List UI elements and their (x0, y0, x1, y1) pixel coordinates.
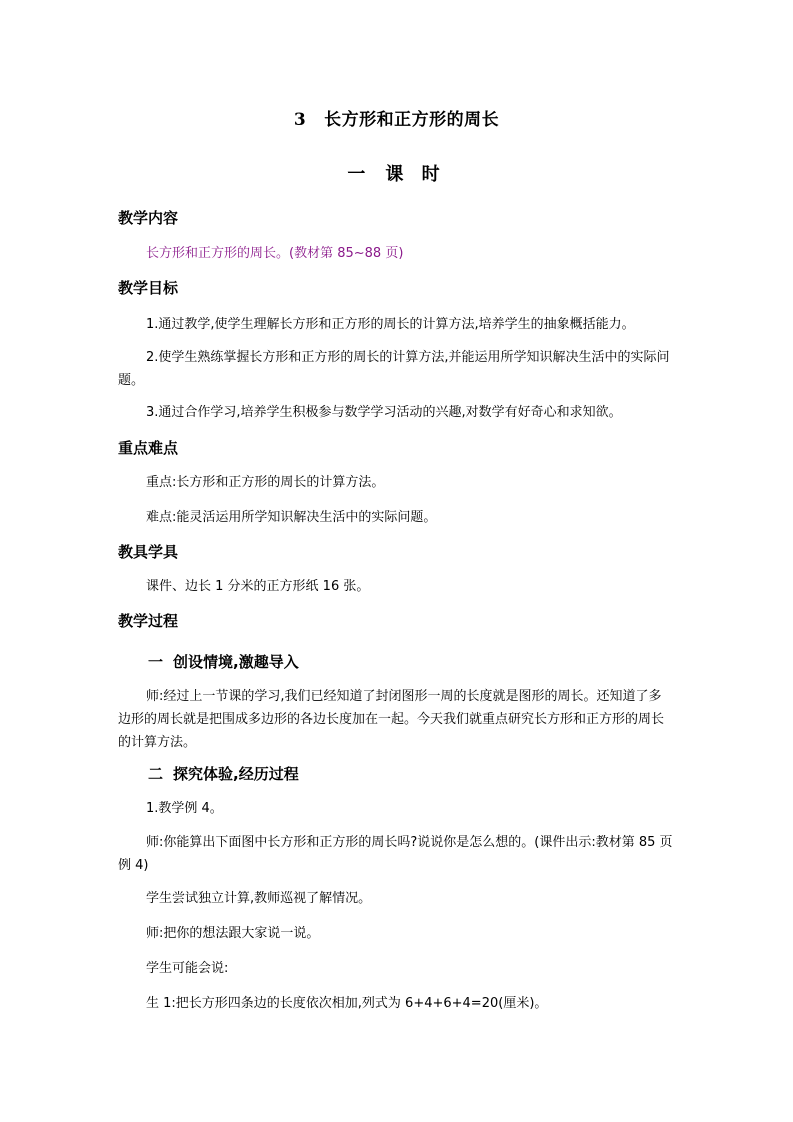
goal-item: 2.使学生熟练掌握长方形和正方形的周长的计算方法,并能运用所学知识解决生活中的实际问题。 (118, 350, 670, 388)
step-2-line: 师:你能算出下面图中长方形和正方形的周长吗?说说你是怎么想的。(课件出示:教材第 85 页例 4) (118, 835, 673, 873)
title-number: 3 (293, 110, 307, 130)
heading-keypoints: 重点难点 (118, 439, 179, 457)
page-title (0, 105, 793, 130)
goal-item: 3.通过合作学习,培养学生积极参与数学学习活动的兴趣,对数学有好奇心和求知欲。 (146, 405, 622, 420)
step-2-heading: 二 探究体验,经历过程 (148, 765, 299, 783)
heading-process: 教学过程 (118, 612, 179, 630)
step-2-line: 生 1:把长方形四条边的长度依次相加,列式为 6+4+6+4=20(厘米)。 (146, 996, 548, 1011)
difficulty-point: 难点:能灵活运用所学知识解决生活中的实际问题。 (146, 510, 437, 525)
step-2-line: 学生尝试独立计算,教师巡视了解情况。 (146, 891, 372, 906)
key-point: 重点:长方形和正方形的周长的计算方法。 (146, 475, 385, 490)
heading-goals: 教学目标 (118, 279, 179, 297)
goal-item: 1.通过教学,使学生理解长方形和正方形的周长的计算方法,培养学生的抽象概括能力。 (146, 317, 635, 332)
title-text: 长方形和正方形的周长 (324, 110, 500, 130)
step-2-line: 1.教学例 4。 (146, 801, 223, 816)
heading-tools: 教具学具 (118, 543, 179, 561)
heading-content: 教学内容 (118, 209, 179, 227)
step-2-line: 师:把你的想法跟大家说一说。 (146, 926, 320, 941)
step-1-text: 师:经过上一节课的学习,我们已经知道了封闭图形一周的长度就是图形的周长。还知道了多边形的周长就是把围成多边形的各边长度加在一起。今天我们就重点研究长方形和正方形的周长的计算方法。 (118, 689, 665, 750)
tools-text: 课件、边长 1 分米的正方形纸 16 张。 (146, 579, 370, 594)
lesson-subtitle: 一 课 时 (347, 164, 446, 185)
step-2-line: 学生可能会说: (146, 961, 229, 976)
step-1-heading: 一 创设情境,激趣导入 (148, 653, 299, 671)
content-text: 长方形和正方形的周长。(教材第 85~88 页) (146, 246, 404, 261)
